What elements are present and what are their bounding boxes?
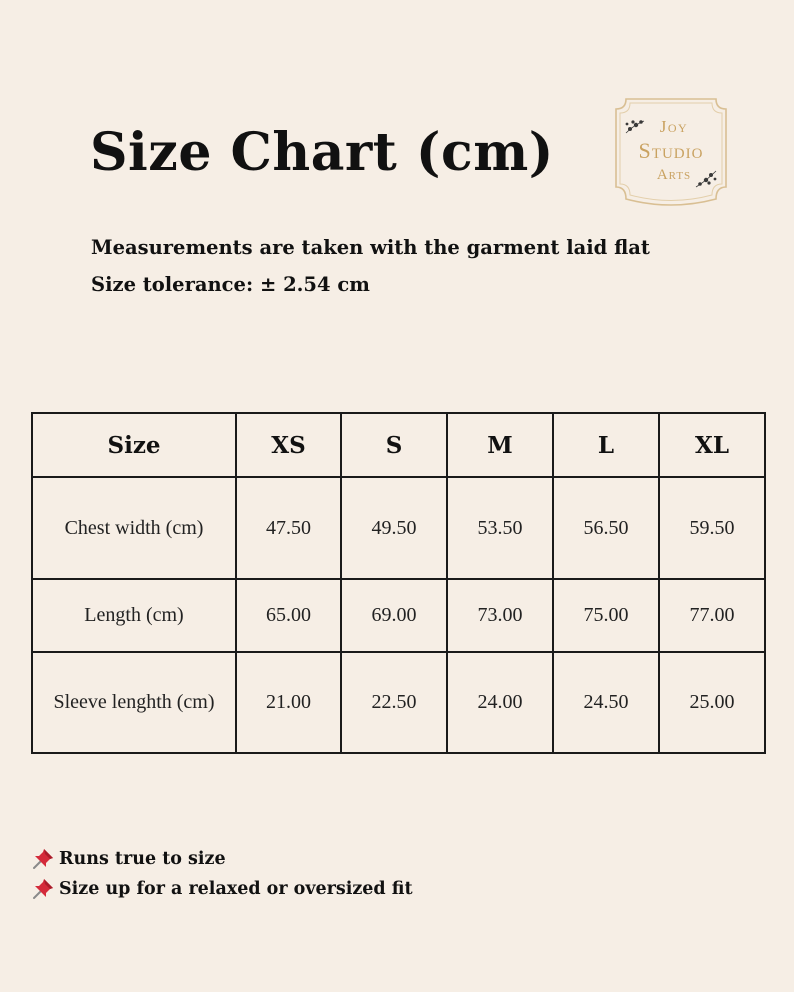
table-cell: 73.00 xyxy=(447,579,553,652)
note-text: Size up for a relaxed or oversized fit xyxy=(59,879,413,899)
table-cell: 65.00 xyxy=(236,579,341,652)
table-cell: 25.00 xyxy=(659,652,765,753)
page-title: Size Chart (cm) xyxy=(90,122,554,183)
header-m: M xyxy=(447,413,553,477)
row-label: Length (cm) xyxy=(32,579,236,652)
pushpin-icon xyxy=(31,847,55,871)
table-cell: 59.50 xyxy=(659,477,765,579)
fit-note-size-up xyxy=(31,877,413,901)
header-s: S xyxy=(341,413,447,477)
logo-word-arts: Arts xyxy=(656,167,692,183)
size-chart-table-wrapper xyxy=(31,412,764,754)
table-cell: 24.00 xyxy=(447,652,553,753)
logo-word-joy: Joy xyxy=(659,117,689,136)
table-cell: 22.50 xyxy=(341,652,447,753)
table-cell: 75.00 xyxy=(553,579,659,652)
table-cell: 53.50 xyxy=(447,477,553,579)
table-row xyxy=(32,579,765,652)
table-row xyxy=(32,652,765,753)
table-cell: 77.00 xyxy=(659,579,765,652)
header-xl: XL xyxy=(659,413,765,477)
table-cell: 21.00 xyxy=(236,652,341,753)
measurement-note: Measurements are taken with the garment laid flat xyxy=(91,236,650,259)
brand-logo xyxy=(612,95,730,211)
header-l: L xyxy=(553,413,659,477)
table-cell: 56.50 xyxy=(553,477,659,579)
size-tolerance: Size tolerance: ± 2.54 cm xyxy=(91,273,370,296)
table-cell: 69.00 xyxy=(341,579,447,652)
size-chart-table xyxy=(31,412,766,754)
pushpin-icon xyxy=(31,877,55,901)
table-cell: 49.50 xyxy=(341,477,447,579)
row-label: Chest width (cm) xyxy=(32,477,236,579)
row-label: Sleeve lenghth (cm) xyxy=(32,652,236,753)
table-row xyxy=(32,477,765,579)
table-cell: 24.50 xyxy=(553,652,659,753)
logo-word-studio: Studio xyxy=(638,138,704,163)
header-size: Size xyxy=(32,413,236,477)
note-text: Runs true to size xyxy=(59,849,226,869)
header-xs: XS xyxy=(236,413,341,477)
table-header-row xyxy=(32,413,765,477)
table-cell: 47.50 xyxy=(236,477,341,579)
fit-note-true-to-size xyxy=(31,847,226,871)
